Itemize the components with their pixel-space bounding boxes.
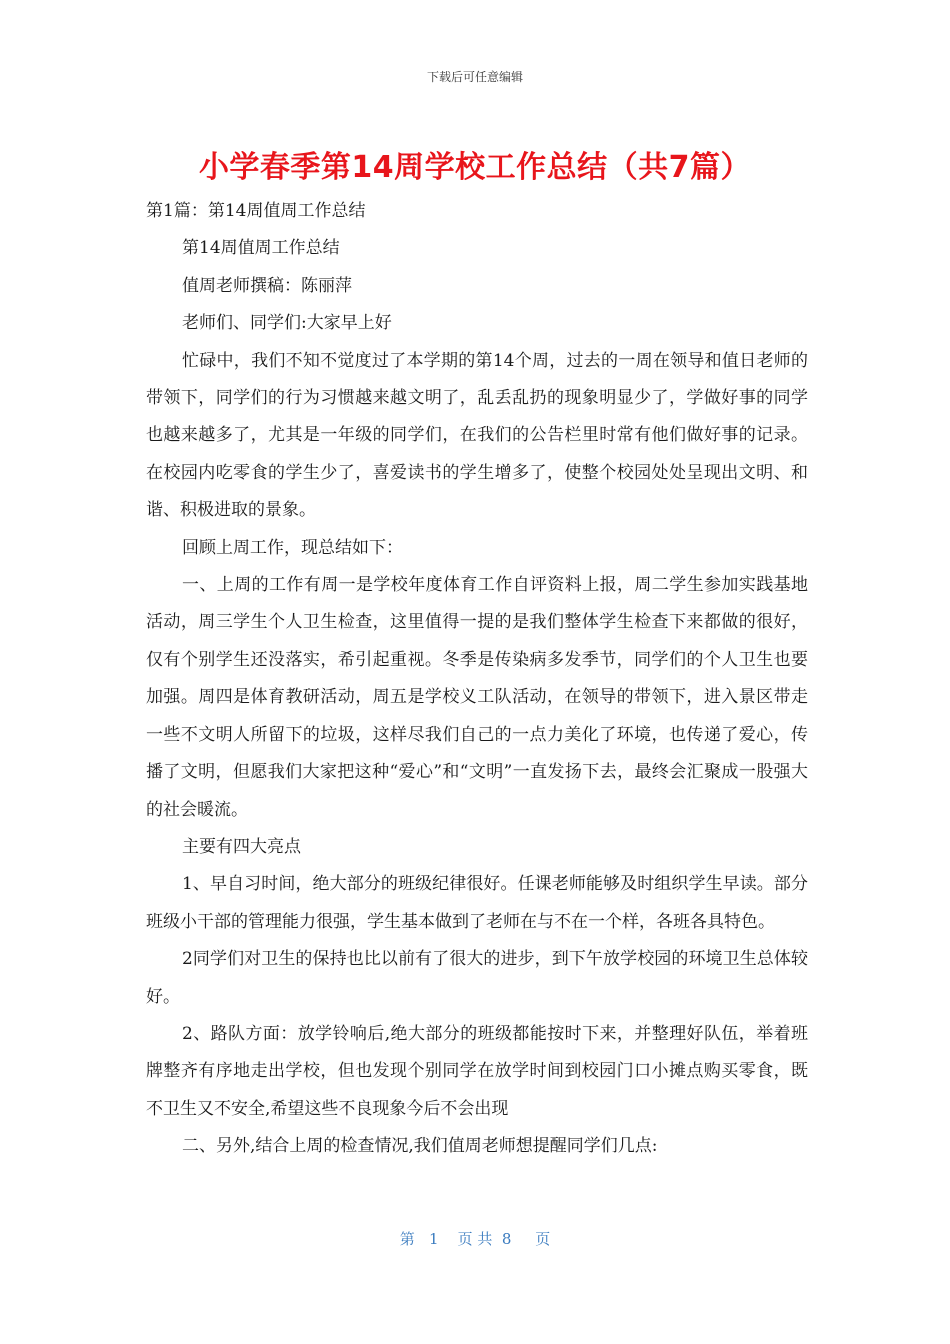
paragraph-section-one: 一、上周的工作有周一是学校年度体育工作自评资料上报，周二学生参加实践基地活动，周三学生个人卫生检查，这里值得一提的是我们整体学生检查下来都做的很好，仅有个别学生还没落实，希引起重视。冬季是传染病多发季节，同学们的个人卫生也要加强。周四是体育教研活动，周五是学校义工队活动，在领导的带领下，进入景区带走一些不文明人所留下的垃圾，这样尽我们自己的一点力美化了环境，也传递了爱心，传播了文明，但愿我们大家把这种“爱心”和“文明”一直发扬下去，最终会汇聚成一股强大的社会暖流。 [146,575,808,820]
chapter-heading: 第1篇：第14周值周工作总结 [146,201,366,221]
paragraph-review-lead: 回顾上周工作，现总结如下： [182,537,403,558]
paragraph-intro: 忙碌中，我们不知不觉度过了本学期的第14个周，过去的一周在领导和值日老师的带领下，同学们的行为习惯越来越文明了，乱丢乱扔的现象明显少了，学做好事的同学也越来越多了，尤其是一年级的同学们，在我们的公告栏里时常有他们做好事的记录。在校园内吃零食的学生少了，喜爱读书的学生增多了，使整个校园处处呈现出文明、和谐、积极进取的景象。 [146,350,808,521]
paragraph-author: 值周老师撰稿：陈丽萍 [182,275,352,296]
header-note: 下载后可任意编辑 [426,70,523,84]
paragraph-section-two: 二、另外,结合上周的检查情况,我们值周老师想提醒同学们几点: [182,1136,658,1157]
page-footer: 第 1 页 共 8 页 [399,1230,551,1248]
paragraph-subtitle: 第14周值周工作总结 [182,238,340,259]
document-body [146,193,808,1166]
paragraph-highlights-heading: 主要有四大亮点 [182,836,301,857]
paragraph-highlight-2-hygiene: 2同学们对卫生的保持也比以前有了很大的进步，到下午放学校园的环境卫生总体较好。 [146,949,808,1007]
paragraph-highlight-2-queue: 2、路队方面：放学铃响后,绝大部分的班级都能按时下来，并整理好队伍，举着班牌整齐有序地走出学校，但也发现个别同学在放学时间到校园门口小摊点购买零食，既不卫生又不安全,希望这些不良现象今后不会出现 [146,1023,808,1119]
paragraph-highlight-1: 1、早自习时间，绝大部分的班级纪律很好。任课老师能够及时组织学生早读。部分班级小干部的管理能力很强，学生基本做到了老师在与不在一个样，各班各具特色。 [146,874,808,932]
document-title: 小学春季第14周学校工作总结（共7篇） [198,150,752,185]
paragraph-greeting: 老师们、同学们:大家早上好 [182,313,392,334]
